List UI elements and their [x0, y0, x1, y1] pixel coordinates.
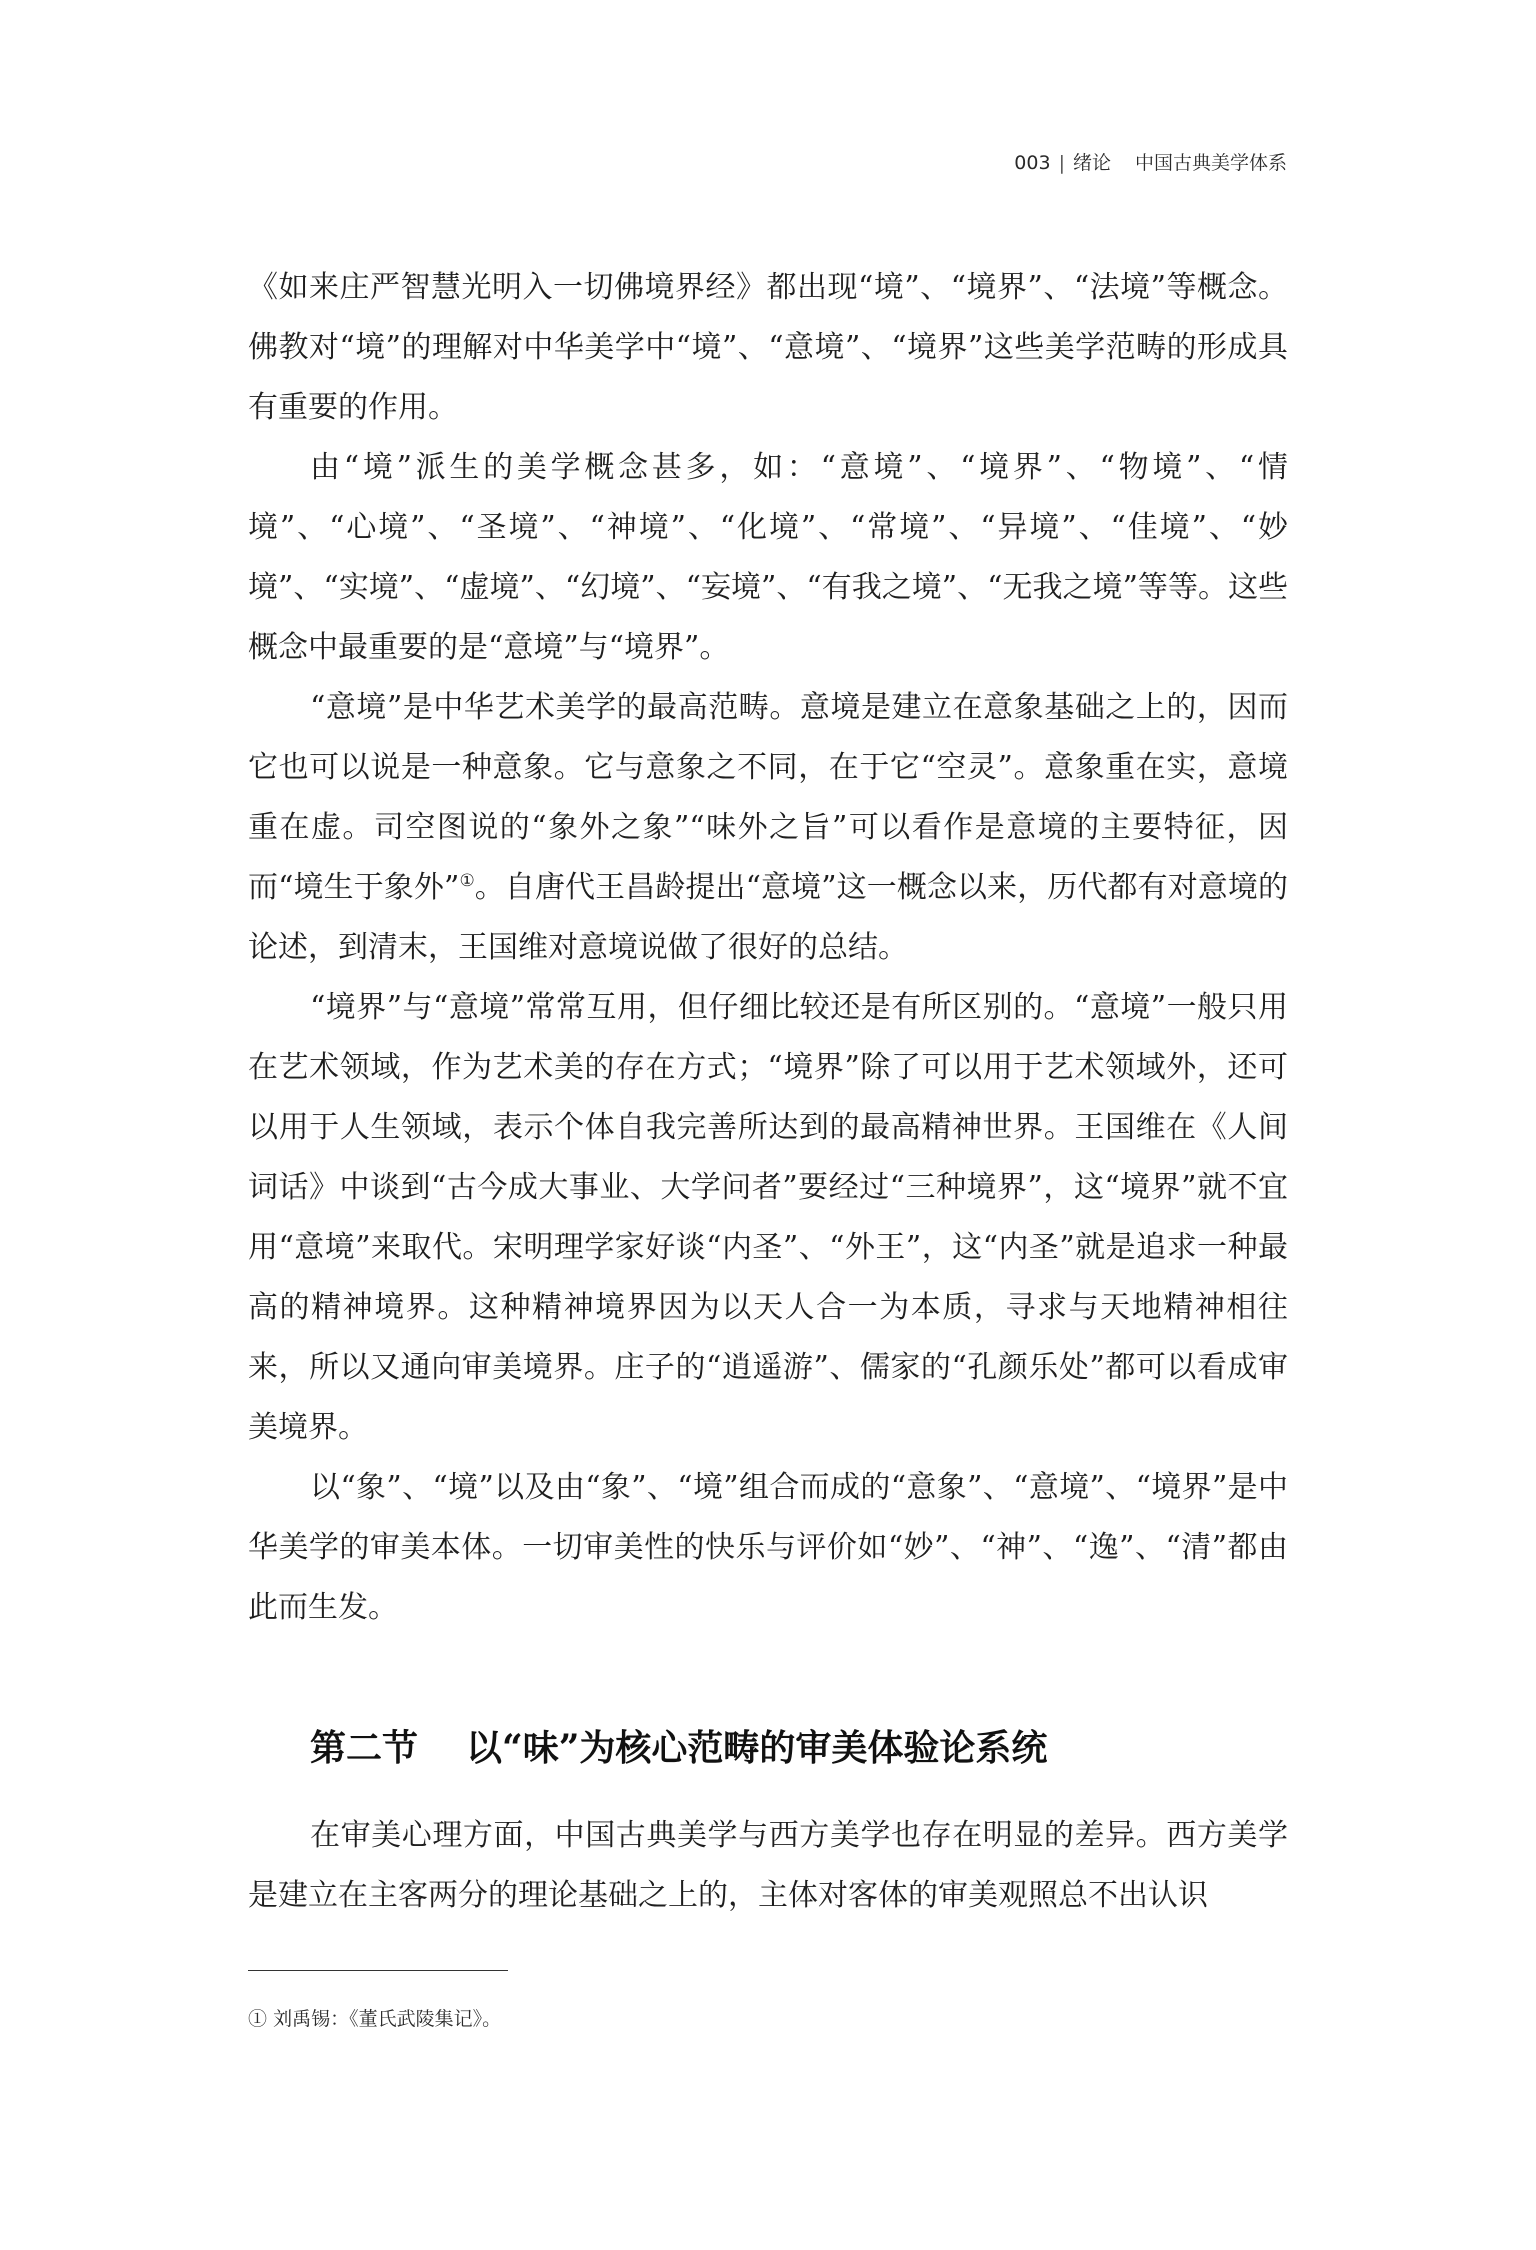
paragraph-jing-concepts: 由“境”派生的美学概念甚多，如：“意境”、“境界”、“物境”、“情境”、“心境”、“圣境”、“神境”、“化境”、“常境”、“异境”、“佳境”、“妙境”、“实境”、“虚境”、“幻境”、“妄境”、“有我之境”、“无我之境”等等。这些概念中最重要的是“意境”与“境界”。 [248, 450, 1288, 665]
section-number: 第二节 [310, 1726, 419, 1769]
body-text [248, 258, 1288, 1638]
page-number: 003 [1014, 152, 1051, 174]
paragraph-continuation: 《如来庄严智慧光明入一切佛境界经》都出现“境”、“境界”、“法境”等概念。佛教对“境”的理解对中华美学中“境”、“意境”、“境界”这些美学范畴的形成具有重要的作用。 [248, 270, 1288, 425]
book-title: 中国古典美学体系 [1134, 152, 1287, 174]
paragraph-section-intro: 在审美心理方面，中国古典美学与西方美学也存在明显的差异。西方美学是建立在主客两分的理论基础之上的，主体对客体的审美观照总不出认识 [248, 1818, 1288, 1913]
section-body [248, 1806, 1288, 1926]
footnote [248, 2004, 501, 2031]
footnote-text: 刘禹锡：《董氏武陵集记》。 [273, 2008, 502, 2030]
footnote-divider [248, 1970, 508, 1971]
footnote-mark: ① [248, 2008, 268, 2030]
footnote-reference[interactable]: ① [459, 871, 475, 891]
paragraph-aesthetic-ontology: 以“象”、“境”以及由“象”、“境”组合而成的“意象”、“意境”、“境界”是中华美学的审美本体。一切审美性的快乐与评价如“妙”、“神”、“逸”、“清”都由此而生发。 [248, 1470, 1288, 1625]
running-header [1014, 148, 1287, 175]
section-title: 以“味”为核心范畴的审美体验论系统 [466, 1726, 1048, 1769]
section-heading [310, 1720, 1047, 1771]
chapter-name: 绪论 [1072, 152, 1111, 174]
paragraph-jingjie: “境界”与“意境”常常互用，但仔细比较还是有所区别的。“意境”一般只用在艺术领域，作为艺术美的存在方式；“境界”除了可以用于艺术领域外，还可以用于人生领域，表示个体自我完善所达到的最高精神世界。王国维在《人间词话》中谈到“古今成大事业、大学问者”要经过“三种境界”，这“境界”就不宜用“意境”来取代。宋明理学家好谈“内圣”、“外王”，这“内圣”就是追求一种最高的精神境界。这种精神境界因为以天人合一为本质，寻求与天地精神相往来，所以又通向审美境界。庄子的“逍遥游”、儒家的“孔颜乐处”都可以看成审美境界。 [248, 990, 1288, 1445]
header-separator: | [1058, 152, 1065, 174]
paragraph-yijing: “意境”是中华艺术美学的最高范畴。意境是建立在意象基础之上的，因而它也可以说是一种意象。它与意象之不同，在于它“空灵”。意象重在实，意境重在虚。司空图说的“象外之象”“味外之旨”可以看作是意境的主要特征，因而“境生于象外”①。自唐代王昌龄提出“意境”这一概念以来，历代都有对意境的论述，到清末，王国维对意境说做了很好的总结。 [248, 690, 1288, 965]
